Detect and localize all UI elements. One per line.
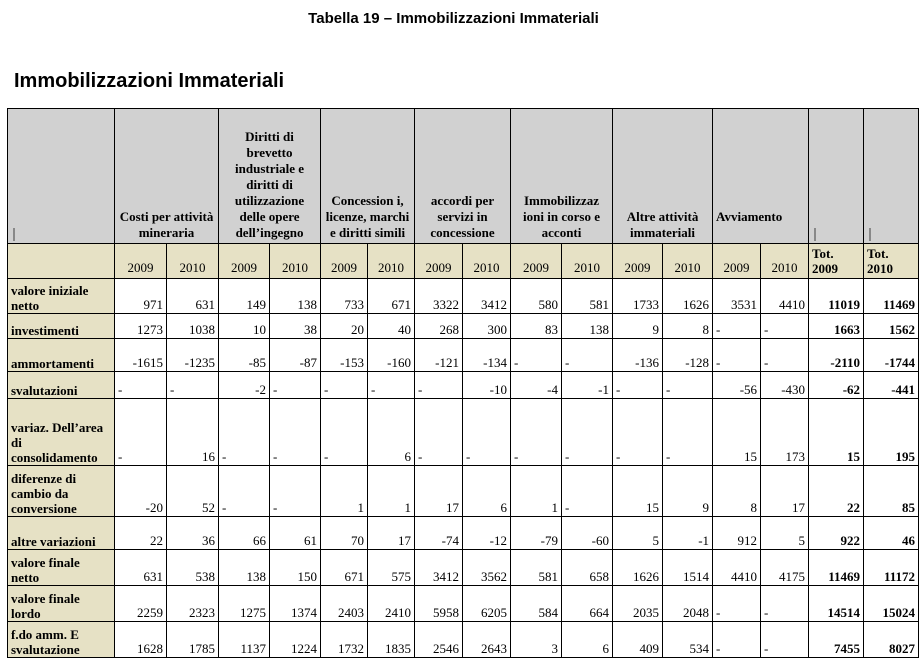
table-row (8, 622, 919, 658)
year-header: 2009 (415, 244, 463, 279)
value-cell: 1038 (167, 314, 219, 339)
value-cell: 912 (713, 517, 761, 550)
value-cell: 2643 (463, 622, 511, 658)
value-cell: - (463, 399, 511, 466)
total-cell: 15024 (864, 586, 919, 622)
value-cell: 6 (368, 399, 415, 466)
corner-cell (8, 109, 115, 244)
row-label: altre variazioni (8, 517, 115, 550)
value-cell: 538 (167, 550, 219, 586)
year-header: 2009 (321, 244, 368, 279)
value-cell: -74 (415, 517, 463, 550)
value-cell: 15 (613, 466, 663, 517)
corner-cell (8, 244, 115, 279)
value-cell: 40 (368, 314, 415, 339)
year-header: 2009 (511, 244, 562, 279)
total-cell: -2110 (809, 339, 864, 372)
value-cell: 1626 (613, 550, 663, 586)
value-cell: 52 (167, 466, 219, 517)
column-header: Costi per attività mineraria (115, 109, 219, 244)
table-row (8, 466, 919, 517)
column-header: Diritti di brevetto industriale e diritti di utilizzazione delle opere dell’ingegno (219, 109, 321, 244)
value-cell: -4 (511, 372, 562, 399)
value-cell: 1785 (167, 622, 219, 658)
value-cell: 584 (511, 586, 562, 622)
value-cell: - (761, 314, 809, 339)
value-cell: - (562, 466, 613, 517)
value-cell: 1224 (270, 622, 321, 658)
value-cell: 3412 (463, 279, 511, 314)
value-cell: 631 (115, 550, 167, 586)
value-cell: 9 (613, 314, 663, 339)
total-cell: -1744 (864, 339, 919, 372)
value-cell: - (368, 372, 415, 399)
value-cell: 580 (511, 279, 562, 314)
table-row (8, 372, 919, 399)
year-header: 2010 (562, 244, 613, 279)
value-cell: 38 (270, 314, 321, 339)
value-cell: 8 (713, 466, 761, 517)
section-heading: Immobilizzazioni Immateriali (14, 70, 285, 92)
total-cell: 11019 (809, 279, 864, 314)
value-cell: 5 (761, 517, 809, 550)
value-cell: -430 (761, 372, 809, 399)
year-header: 2010 (463, 244, 511, 279)
table-row (8, 550, 919, 586)
value-cell: 20 (321, 314, 368, 339)
value-cell: 4410 (761, 279, 809, 314)
value-cell: -2 (219, 372, 270, 399)
value-cell: 36 (167, 517, 219, 550)
value-cell: -56 (713, 372, 761, 399)
value-cell: - (663, 399, 713, 466)
value-cell: -79 (511, 517, 562, 550)
year-header: 2010 (270, 244, 321, 279)
fixed-assets-table (7, 108, 919, 658)
value-cell: 1 (321, 466, 368, 517)
value-cell: 671 (321, 550, 368, 586)
value-cell: -1235 (167, 339, 219, 372)
value-cell: - (562, 399, 613, 466)
value-cell: 150 (270, 550, 321, 586)
value-cell: -1615 (115, 339, 167, 372)
value-cell: 138 (270, 279, 321, 314)
value-cell: - (219, 466, 270, 517)
value-cell: - (219, 399, 270, 466)
value-cell: 3562 (463, 550, 511, 586)
total-cell: 14514 (809, 586, 864, 622)
table-row (8, 339, 919, 372)
value-cell: 66 (219, 517, 270, 550)
value-cell: 17 (368, 517, 415, 550)
value-cell: 1 (511, 466, 562, 517)
total-cell: 15 (809, 399, 864, 466)
value-cell: -12 (463, 517, 511, 550)
year-header: 2010 (368, 244, 415, 279)
value-cell: 138 (562, 314, 613, 339)
total-cell: -62 (809, 372, 864, 399)
value-cell: 2546 (415, 622, 463, 658)
value-cell: 5958 (415, 586, 463, 622)
value-cell: -153 (321, 339, 368, 372)
value-cell: 83 (511, 314, 562, 339)
total-header-blank (809, 109, 864, 244)
value-cell: 15 (713, 399, 761, 466)
total-cell: 11469 (809, 550, 864, 586)
value-cell: 10 (219, 314, 270, 339)
value-cell: 4175 (761, 550, 809, 586)
total-cell: 1562 (864, 314, 919, 339)
year-header: 2010 (663, 244, 713, 279)
column-header: Altre attività immateriali (613, 109, 713, 244)
value-cell: 3531 (713, 279, 761, 314)
value-cell: 17 (761, 466, 809, 517)
value-cell: 2259 (115, 586, 167, 622)
value-cell: - (613, 372, 663, 399)
value-cell: 9 (663, 466, 713, 517)
year-header: 2009 (115, 244, 167, 279)
total-cell: 7455 (809, 622, 864, 658)
total-year-header: Tot. 2009 (809, 244, 864, 279)
value-cell: 534 (663, 622, 713, 658)
value-cell: 1275 (219, 586, 270, 622)
value-cell: 1 (368, 466, 415, 517)
value-cell: 1514 (663, 550, 713, 586)
value-cell: -85 (219, 339, 270, 372)
total-cell: 11172 (864, 550, 919, 586)
value-cell: 664 (562, 586, 613, 622)
row-label: svalutazioni (8, 372, 115, 399)
value-cell: 1733 (613, 279, 663, 314)
total-cell: 922 (809, 517, 864, 550)
column-header: Concession i, licenze, marchi e diritti simili (321, 109, 415, 244)
value-cell: - (115, 372, 167, 399)
table-row (8, 314, 919, 339)
total-cell: 22 (809, 466, 864, 517)
table-body (8, 279, 919, 658)
total-cell: 1663 (809, 314, 864, 339)
value-cell: 733 (321, 279, 368, 314)
total-cell: 46 (864, 517, 919, 550)
value-cell: 6205 (463, 586, 511, 622)
year-header: 2010 (761, 244, 809, 279)
value-cell: 2048 (663, 586, 713, 622)
value-cell: 70 (321, 517, 368, 550)
table-row (8, 517, 919, 550)
row-label: ammortamenti (8, 339, 115, 372)
total-header-blank (864, 109, 919, 244)
value-cell: 1732 (321, 622, 368, 658)
value-cell: 409 (613, 622, 663, 658)
value-cell: - (511, 399, 562, 466)
value-cell: - (270, 372, 321, 399)
year-header-row (8, 244, 919, 279)
value-cell: 2035 (613, 586, 663, 622)
value-cell: - (321, 399, 368, 466)
value-cell: -60 (562, 517, 613, 550)
value-cell: 2403 (321, 586, 368, 622)
value-cell: 2323 (167, 586, 219, 622)
value-cell: -160 (368, 339, 415, 372)
total-cell: -441 (864, 372, 919, 399)
row-label: f.do amm. E svalutazione (8, 622, 115, 658)
year-header: 2009 (713, 244, 761, 279)
value-cell: - (713, 314, 761, 339)
value-cell: 581 (562, 279, 613, 314)
value-cell: - (321, 372, 368, 399)
total-cell: 195 (864, 399, 919, 466)
value-cell: 1374 (270, 586, 321, 622)
year-header: 2010 (167, 244, 219, 279)
value-cell: 971 (115, 279, 167, 314)
value-cell: 671 (368, 279, 415, 314)
value-cell: - (115, 399, 167, 466)
value-cell: -20 (115, 466, 167, 517)
value-cell: 1628 (115, 622, 167, 658)
value-cell: 2410 (368, 586, 415, 622)
value-cell: -1 (663, 517, 713, 550)
value-cell: 658 (562, 550, 613, 586)
value-cell: - (511, 339, 562, 372)
column-header-row (8, 109, 919, 244)
value-cell: - (613, 399, 663, 466)
value-cell: 1626 (663, 279, 713, 314)
value-cell: - (415, 372, 463, 399)
value-cell: 22 (115, 517, 167, 550)
value-cell: 3 (511, 622, 562, 658)
value-cell: -128 (663, 339, 713, 372)
total-cell: 8027 (864, 622, 919, 658)
column-header: Avviamento (713, 109, 809, 244)
year-header: 2009 (219, 244, 270, 279)
row-label: valore finale lordo (8, 586, 115, 622)
value-cell: - (270, 466, 321, 517)
value-cell: 138 (219, 550, 270, 586)
value-cell: - (415, 399, 463, 466)
year-header: 2009 (613, 244, 663, 279)
table-row (8, 586, 919, 622)
value-cell: -1 (562, 372, 613, 399)
value-cell: - (713, 622, 761, 658)
row-label: valore finale netto (8, 550, 115, 586)
value-cell: - (761, 622, 809, 658)
value-cell: - (270, 399, 321, 466)
row-label: valore iniziale netto (8, 279, 115, 314)
value-cell: -87 (270, 339, 321, 372)
table-row (8, 279, 919, 314)
total-year-header: Tot. 2010 (864, 244, 919, 279)
total-cell: 85 (864, 466, 919, 517)
value-cell: 581 (511, 550, 562, 586)
row-label: variaz. Dell’area di consolidamento (8, 399, 115, 466)
value-cell: 3412 (415, 550, 463, 586)
value-cell: 8 (663, 314, 713, 339)
total-cell: 11469 (864, 279, 919, 314)
value-cell: 300 (463, 314, 511, 339)
value-cell: -136 (613, 339, 663, 372)
value-cell: 3322 (415, 279, 463, 314)
value-cell: -10 (463, 372, 511, 399)
row-label: diferenze di cambio da conversione (8, 466, 115, 517)
column-header: accordi per servizi in concessione (415, 109, 511, 244)
value-cell: - (562, 339, 613, 372)
value-cell: 16 (167, 399, 219, 466)
value-cell: 17 (415, 466, 463, 517)
column-header: Immobilizzaz ioni in corso e acconti (511, 109, 613, 244)
value-cell: 1137 (219, 622, 270, 658)
value-cell: 1835 (368, 622, 415, 658)
value-cell: - (713, 586, 761, 622)
value-cell: 6 (463, 466, 511, 517)
value-cell: - (663, 372, 713, 399)
value-cell: 575 (368, 550, 415, 586)
value-cell: - (713, 339, 761, 372)
value-cell: -121 (415, 339, 463, 372)
value-cell: 4410 (713, 550, 761, 586)
value-cell: - (167, 372, 219, 399)
table-caption: Tabella 19 – Immobilizzazioni Immateriali (308, 10, 599, 27)
value-cell: 61 (270, 517, 321, 550)
value-cell: 631 (167, 279, 219, 314)
value-cell: - (761, 586, 809, 622)
value-cell: 149 (219, 279, 270, 314)
value-cell: - (761, 339, 809, 372)
value-cell: 268 (415, 314, 463, 339)
value-cell: 173 (761, 399, 809, 466)
value-cell: 6 (562, 622, 613, 658)
row-label: investimenti (8, 314, 115, 339)
table-row (8, 399, 919, 466)
value-cell: -134 (463, 339, 511, 372)
value-cell: 1273 (115, 314, 167, 339)
value-cell: 5 (613, 517, 663, 550)
